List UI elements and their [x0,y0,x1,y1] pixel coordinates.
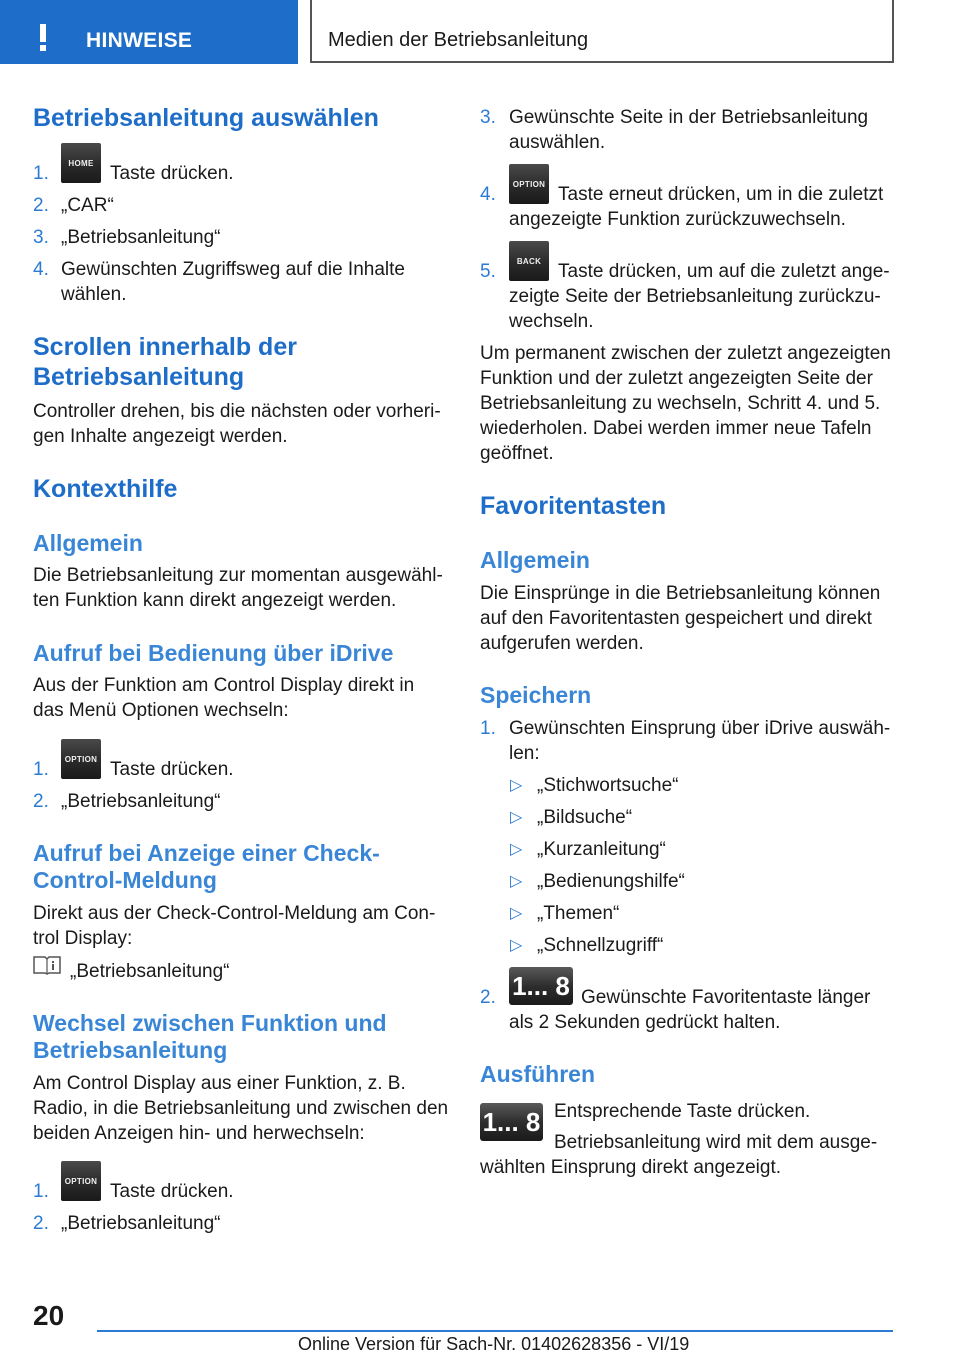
paragraph: Aus der Funktion am Control Display direkt in [33,675,415,696]
section-label: HINWEISE [86,29,193,52]
subheading-allgemein: Allgemein [33,530,143,556]
manual-book-icon [33,955,61,975]
check-control-item: „Betriebsanleitung“ [70,961,230,982]
subheading-wechsel-cont: Betriebsanleitung [33,1037,228,1063]
step-text: Taste drücken. [110,163,234,184]
paragraph: Radio, in die Betriebsanleitung und zwischen den [33,1098,449,1119]
subheading-check-control: Aufruf bei Anzeige einer Check- [33,840,380,866]
heading-betriebsanleitung-auswaehlen: Betriebsanleitung auswählen [33,104,379,132]
paragraph: gen Inhalte angezeigt werden. [33,426,288,447]
step-number: 4. [480,184,496,205]
step-number: 3. [480,107,496,128]
step-text: Gewünschten Einsprung über iDrive auswäh- [509,718,891,739]
subheading-wechsel: Wechsel zwischen Funktion und [33,1010,387,1036]
paragraph: Entsprechende Taste drücken. [554,1101,811,1122]
step-number: 1. [33,759,49,780]
option-item: „Schnellzugriff“ [537,935,664,956]
step-text: wechseln. [509,311,594,332]
step-text: angezeigte Funktion zurückzuwechseln. [509,209,846,230]
step-text: „Betriebsanleitung“ [61,1213,221,1234]
option-button-icon: OPTION [61,739,101,779]
step-number: 2. [33,195,49,216]
footer-divider [97,1330,893,1332]
bullet-triangle-icon: ▷ [510,905,523,922]
paragraph: Am Control Display aus einer Funktion, z. B. [33,1073,406,1094]
option-item: „Bedienungshilfe“ [537,871,685,892]
step-text: Taste drücken. [110,759,234,780]
paragraph: Funktion und der zuletzt angezeigten Seite der [480,368,873,389]
bullet-triangle-icon: ▷ [510,777,523,794]
paragraph: Betriebsanleitung wird mit dem ausge- [554,1132,878,1153]
step-text: len: [509,743,540,764]
option-button-icon: OPTION [509,164,549,204]
step-text: Taste drücken. [110,1181,234,1202]
favorite-keys-icon: 1... 8 [509,967,573,1005]
heading-scrollen: Scrollen innerhalb der [33,333,297,361]
section-tab [0,0,298,64]
bullet-triangle-icon: ▷ [510,937,523,954]
paragraph: geöffnet. [480,443,554,464]
paragraph: Betriebsanleitung zu wechseln, Schritt 4. und 5. [480,393,881,414]
step-number: 2. [33,791,49,812]
subheading-aufruf-idrive: Aufruf bei Bedienung über iDrive [33,640,394,666]
step-number: 5. [480,261,496,282]
option-item: „Themen“ [537,903,620,924]
bullet-triangle-icon: ▷ [510,873,523,890]
footer-text: Online Version für Sach-Nr. 01402628356 - VI/19 [298,1334,690,1354]
step-text: „Betriebsanleitung“ [61,791,221,812]
subheading-speichern: Speichern [480,682,592,708]
step-text: als 2 Sekunden gedrückt halten. [509,1012,781,1033]
home-button-icon: HOME [61,143,101,183]
option-item: „Stichwortsuche“ [537,775,679,796]
step-text: zeigte Seite der Betriebsanleitung zurückzu- [509,286,881,307]
paragraph: beiden Anzeigen hin- und herwechseln: [33,1123,365,1144]
step-number: 1. [33,163,49,184]
heading-kontexthilfe: Kontexthilfe [33,475,178,503]
paragraph: Die Einsprünge in die Betriebsanleitung können [480,583,881,604]
step-text: wählen. [61,284,127,305]
paragraph: Controller drehen, bis die nächsten oder vorheri- [33,401,441,422]
header-title-box [310,0,894,63]
option-item: „Bildsuche“ [537,807,633,828]
heading-scrollen-cont: Betriebsanleitung [33,363,245,391]
paragraph: Die Betriebsanleitung zur momentan ausgewähl- [33,565,443,586]
subheading-ausfuehren: Ausführen [480,1061,595,1087]
paragraph: ten Funktion kann direkt angezeigt werden. [33,590,397,611]
option-item: „Kurzanleitung“ [537,839,666,860]
step-text: Gewünschte Favoritentaste länger [581,987,871,1008]
bullet-triangle-icon: ▷ [510,809,523,826]
heading-favoritentasten: Favoritentasten [480,492,667,520]
page-number: 20 [33,1300,65,1331]
step-number: 4. [33,259,49,280]
step-text: Gewünschte Seite in der Betriebsanleitung [509,107,869,128]
step-number: 2. [480,987,496,1008]
paragraph: wiederholen. Dabei werden immer neue Tafeln [480,418,872,439]
favorite-keys-icon: 1... 8 [480,1103,543,1141]
step-number: 1. [33,1181,49,1202]
bullet-triangle-icon: ▷ [510,841,523,858]
option-button-icon: OPTION [61,1161,101,1201]
step-number: 3. [33,227,49,248]
paragraph: Direkt aus der Check-Control-Meldung am Con- [33,903,436,924]
step-text: Taste drücken, um auf die zuletzt ange- [558,261,890,282]
step-number: 2. [33,1213,49,1234]
paragraph: trol Display: [33,928,133,949]
step-number: 1. [480,718,496,739]
subheading-allgemein: Allgemein [480,547,590,573]
step-text: „CAR“ [61,195,114,216]
paragraph: das Menü Optionen wechseln: [33,700,289,721]
paragraph: Um permanent zwischen der zuletzt angezeigten [480,343,891,364]
step-text: Gewünschten Zugriffsweg auf die Inhalte [61,259,405,280]
step-text: auswählen. [509,132,606,153]
exclamation-icon [40,24,46,51]
step-text: „Betriebsanleitung“ [61,227,221,248]
paragraph: auf den Favoritentasten gespeichert und direkt [480,608,872,629]
subheading-check-control-cont: Control-Meldung [33,867,217,893]
paragraph: wählten Einsprung direkt angezeigt. [480,1157,782,1178]
paragraph: aufgerufen werden. [480,633,644,654]
step-text: Taste erneut drücken, um in die zuletzt [558,184,884,205]
back-button-icon: BACK [509,241,549,281]
page-title: Medien der Betriebsanleitung [328,29,589,51]
